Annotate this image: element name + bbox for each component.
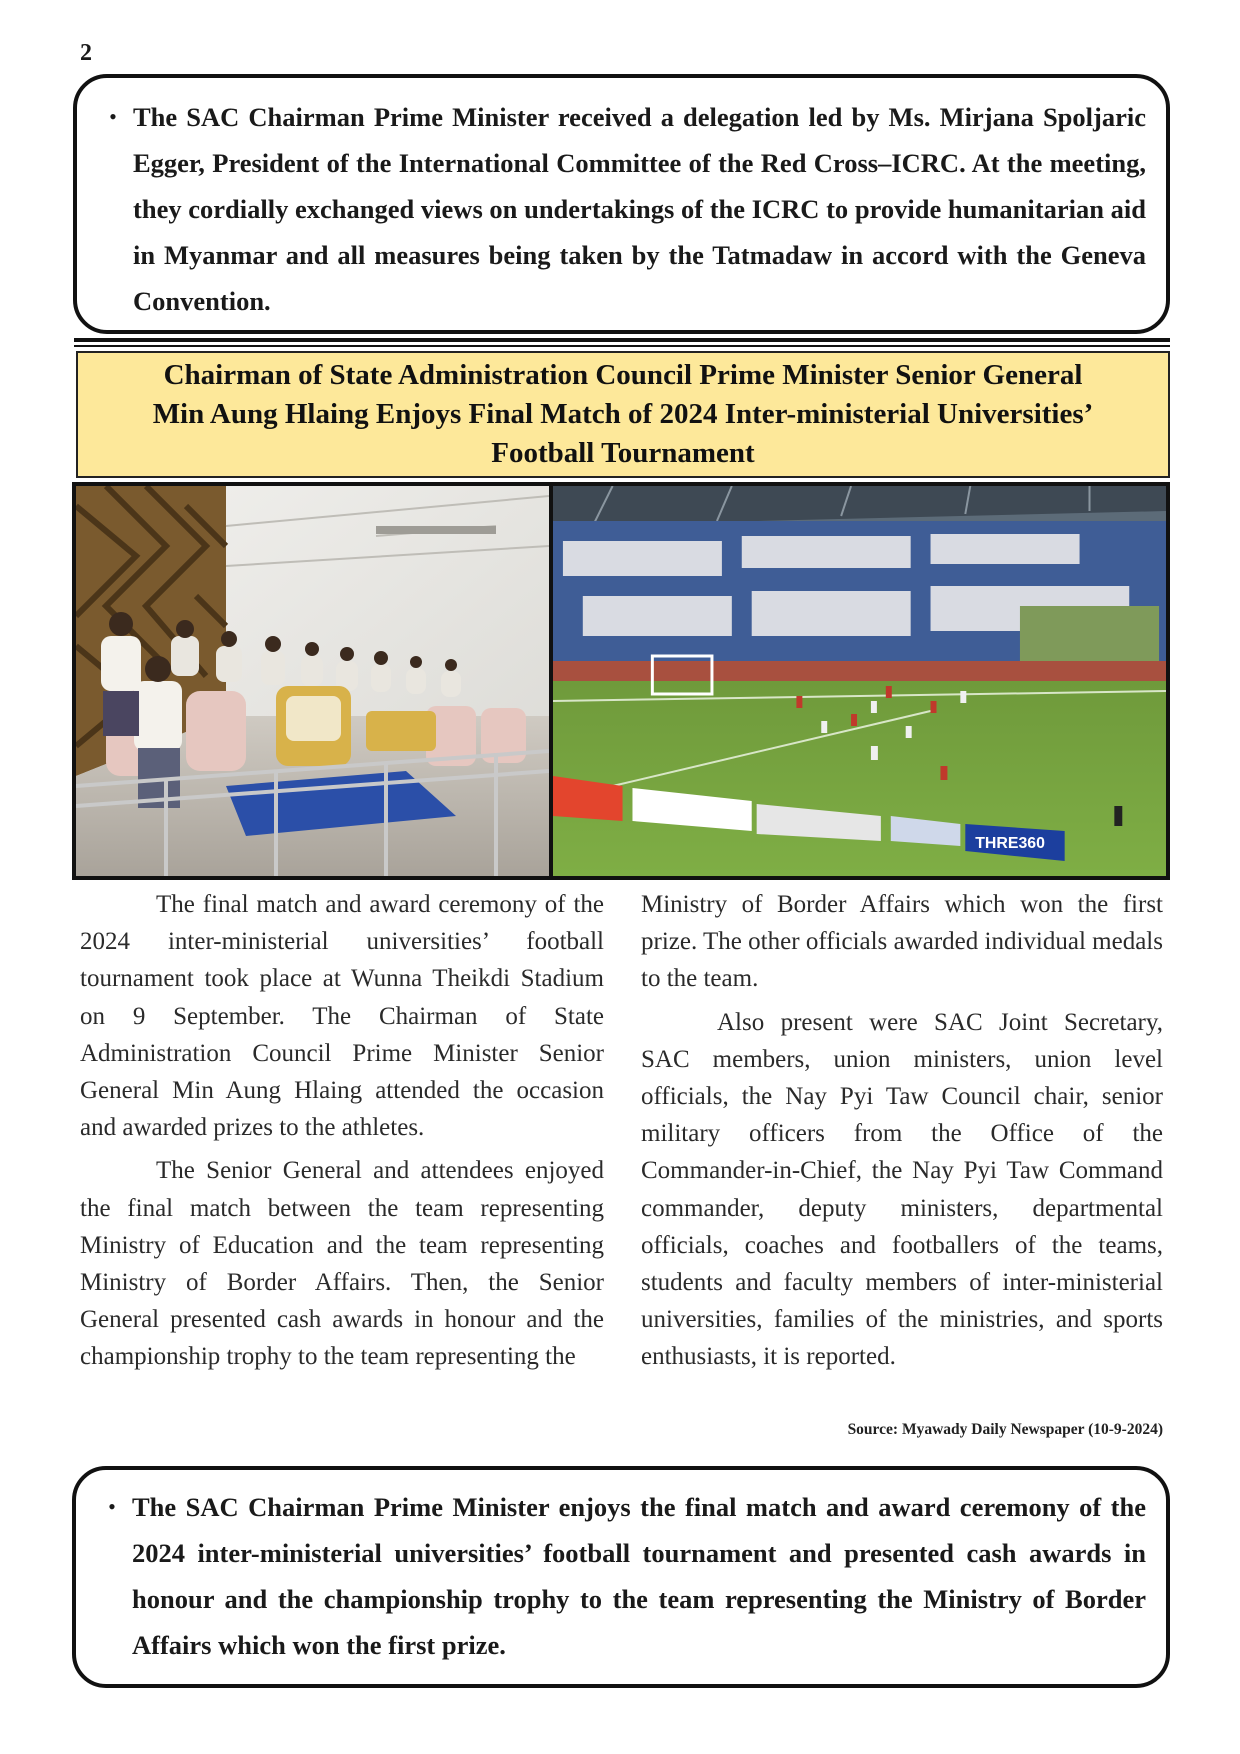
summary-bullet-item (92, 1484, 1146, 1668)
article-paragraph: The final match and award ceremony of the 2024 inter-ministerial universities’ football tournament took place at Wunna Theikdi Stadium on 9 September. The Chairman of State Administration Council Prime Minister Senior General Min Aung Hlaing attended the occasion and awarded prizes to the athletes. (80, 891, 604, 1142)
summary-text: The SAC Chairman Prime Minister received a delegation led by Ms. Mirjana Spoljaric Egger, President of the International Committee of the Red Cross–ICRC. At the meeting, they cordially exchanged views on undertakings of the ICRC to provide humanitarian aid in Myanmar and all measures being taken by the Tatmadaw in accord with the Geneva Convention. (133, 102, 1146, 316)
article-column-right (641, 886, 1163, 1382)
headline-line-2: Min Aung Hlaing Enjoys Final Match of 2024 Inter-ministerial Universities’ (152, 398, 1094, 430)
stadium-illustration (553, 486, 1166, 876)
photo-strip (72, 482, 1170, 880)
ad-board-text: THRE360 (975, 834, 1046, 853)
page-number: 2 (80, 40, 92, 66)
article-headline (123, 356, 1124, 473)
summary-bullet-item (93, 94, 1146, 324)
summary-text: The SAC Chairman Prime Minister enjoys the final match and award ceremony of the 2024 inter-ministerial universities’ football tournament and presented cash awards in honour and the championship trophy to the team representing the Ministry of Border Affairs which won the first prize. (132, 1492, 1146, 1660)
headline-line-3: Football Tournament (491, 437, 755, 469)
bullet-icon: • (108, 1494, 116, 1519)
vip-box-illustration (76, 486, 549, 876)
article-headline-box (76, 351, 1170, 478)
article-paragraph: The Senior General and attendees enjoyed the final match between the team representing Ministry of Education and the team representing Ministry of Border Affairs. Then, the Senior General presented cash awards in honour and the championship trophy to the team representing the (80, 1157, 604, 1371)
summary-box-top (73, 74, 1170, 334)
article-source: Source: Myawady Daily Newspaper (10-9-2024) (847, 1421, 1163, 1438)
bullet-icon: • (109, 104, 117, 129)
football-match-photo (553, 486, 1166, 876)
section-divider-thick (74, 338, 1170, 342)
summary-box-bottom (72, 1466, 1170, 1688)
section-divider-thin (74, 345, 1170, 347)
article-paragraph: Also present were SAC Joint Secretary, SAC members, union ministers, union level officials, the Nay Pyi Taw Council chair, senior military officers from the Office of the Commander-in-Chief, the Nay Pyi Taw Command commander, deputy ministers, departmental officials, coaches and footballers of the teams, students and faculty members of inter-ministerial universities, families of the ministries, and sports enthusiasts, it is reported. (641, 1008, 1163, 1371)
headline-line-1: Chairman of State Administration Council Prime Minister Senior General (163, 359, 1083, 391)
article-paragraph: Ministry of Border Affairs which won the first prize. The other officials awarded individual medals to the team. (641, 891, 1163, 993)
vip-box-photo (76, 486, 549, 876)
article-column-left (80, 886, 604, 1382)
